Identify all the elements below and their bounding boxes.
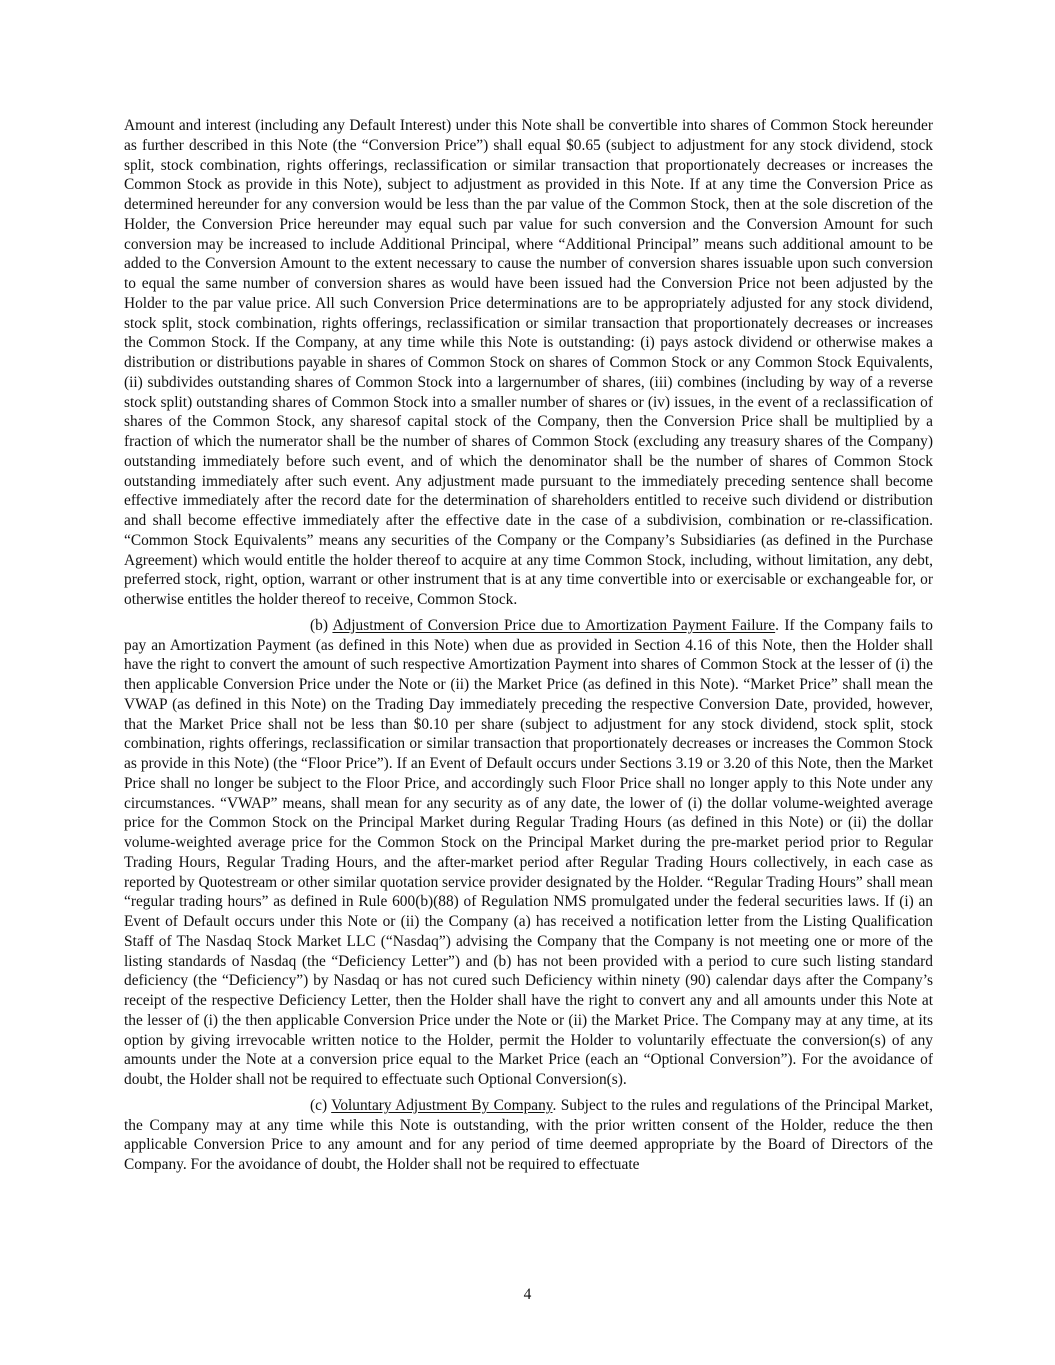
page-number: 4 [523, 1286, 532, 1303]
section-c-paragraph [124, 1096, 933, 1175]
section-b-paragraph [124, 616, 933, 1090]
document-body [124, 116, 933, 1175]
paragraph-conversion-price: Amount and interest (including any Default Interest) under this Note shall be convertible into shares of Common Stock hereunder as further described in this Note (the “Conversion Price”) shall equal $0.65 (subject to adjustment for any stock dividend, stock split, stock combination, rights offerings, reclassification or similar transaction that proportionately decreases or increases the Common Stock as provide in this Note), subject to adjustment as provided in this Note. If at any time the Conversion Price as determined hereunder for any conversion would be less than the par value of the Common Stock, then at the sole discretion of the Holder, the Conversion Price hereunder may equal such par value for such conversion and the Conversion Amount for such conversion may be increased to include Additional Principal, where “Additional Principal” means such additional amount to be added to the Conversion Amount to the extent necessary to cause the number of conversion shares issuable upon such conversion to equal the same number of conversion shares as would have been issued had the Conversion Price not been adjusted by the Holder to the par value price. All such Conversion Price determinations are to be appropriately adjusted for any stock dividend, stock split, stock combination, rights offerings, reclassification or similar transaction that proportionately decreases or increases the Common Stock. If the Company, at any time while this Note is outstanding: (i) pays astock dividend or otherwise makes a distribution or distributions payable in shares of Common Stock on shares of Common Stock or any Common Stock Equivalents, (ii) subdivides outstanding shares of Common Stock into a largernumber of shares, (iii) combines (including by way of a reverse stock split) outstanding shares of Common Stock into a smaller number of shares or (iv) issues, in the event of a reclassification of shares of the Common Stock, any sharesof capital stock of the Company, then the Conversion Price shall be multiplied by a fraction of which the numerator shall be the number of shares of Common Stock (excluding any treasury shares of the Company) outstanding immediately before such event, and of which the denominator shall be the number of shares of Common Stock outstanding immediately after such event. Any adjustment made pursuant to the immediately preceding sentence shall become effective immediately after the record date for the determination of shareholders entitled to receive such dividend or distribution and shall become effective immediately after the effective date in the case of a subdivision, combination or re-classification. “Common Stock Equivalents” means any securities of the Company or the Company’s Subsidiaries (as defined in the Purchase Agreement) which would entitle the holder thereof to acquire at any time Common Stock, including, without limitation, any debt, preferred stock, right, option, warrant or other instrument that is at any time convertible into or exercisable or exchangeable for, or otherwise entitles the holder thereof to receive, Common Stock. [124, 117, 933, 608]
section-b-heading: Adjustment of Conversion Price due to Amortization Payment Failure [332, 616, 776, 634]
section-c-heading: Voluntary Adjustment By Company [331, 1096, 553, 1114]
section-c-label: (c) [310, 1096, 328, 1114]
section-b-label: (b) [310, 616, 328, 634]
section-c-body: . Subject to the rules and regulations of the Principal Market, the Company may at any time while this Note is outstanding, with the prior written consent of the Holder, reduce the then applicable Conversion Price to any amount and for any period of time deemed appropriate by the Board of Directors of the Company. For the avoidance of doubt, the Holder shall not be required to effectuate [124, 1096, 933, 1173]
section-b-body: . If the Company fails to pay an Amortization Payment (as defined in this Note) when due as provided in Section 4.16 of this Note, then the Holder shall have the right to convert the amount of such respective Amortization Payment into shares of Common Stock at the lesser of (i) the then applicable Conversion Price under the Note or (ii) the Market Price (as defined in this Note). “Market Price” shall mean the VWAP (as defined in this Note) on the Trading Day immediately preceding the respective Conversion Date, provided, however, that the Market Price shall not be less than $0.10 per share (subject to adjustment for any stock dividend, stock split, stock combination, rights offerings, reclassification or similar transaction that proportionately decreases or increases the Common Stock as provide in this Note) (the “Floor Price”). If an Event of Default occurs under Sections 3.19 or 3.20 of this Note, then the Market Price shall no longer be subject to the Floor Price, and accordingly such Floor Price shall no longer apply to this Note under any circumstances. “VWAP” means, shall mean for any security as of any date, the lower of (i) the dollar volume-weighted average price for the Common Stock on the Principal Market during Regular Trading Hours (as defined in this Note) or (ii) the dollar volume-weighted average price for the Common Stock on the Principal Market during the pre-market period prior to Regular Trading Hours, Regular Trading Hours, and the after-market period after Regular Trading Hours collectively, in each case as reported by Quotestream or other similar quotation service provider designated by the Holder. “Regular Trading Hours” shall mean “regular trading hours” as defined in Rule 600(b)(88) of Regulation NMS promulgated under the federal securities laws. If (i) an Event of Default occurs under this Note or (ii) the Company (a) has received a notification letter from the Listing Qualification Staff of The Nasdaq Stock Market LLC (“Nasdaq”) advising the Company that the Company is not meeting one or more of the listing standards of Nasdaq (the “Deficiency Letter”) and (b) has not been provided with a period to cure such listing standard deficiency (the “Deficiency”) by Nasdaq or has not cured such Deficiency within ninety (90) calendar days after the Company’s receipt of the respective Deficiency Letter, then the Holder shall have the right to convert any and all amounts under this Note at the lesser of (i) the then applicable Conversion Price under the Note or (ii) the Market Price. The Company may at any time, at its option by giving irrevocable written notice to the Holder, permit the Holder to voluntarily effectuate the conversion(s) of any amounts under the Note at a conversion price equal to the Market Price (each an “Optional Conversion”). For the avoidance of doubt, the Holder shall not be required to effectuate such Optional Conversion(s). [124, 616, 933, 1088]
